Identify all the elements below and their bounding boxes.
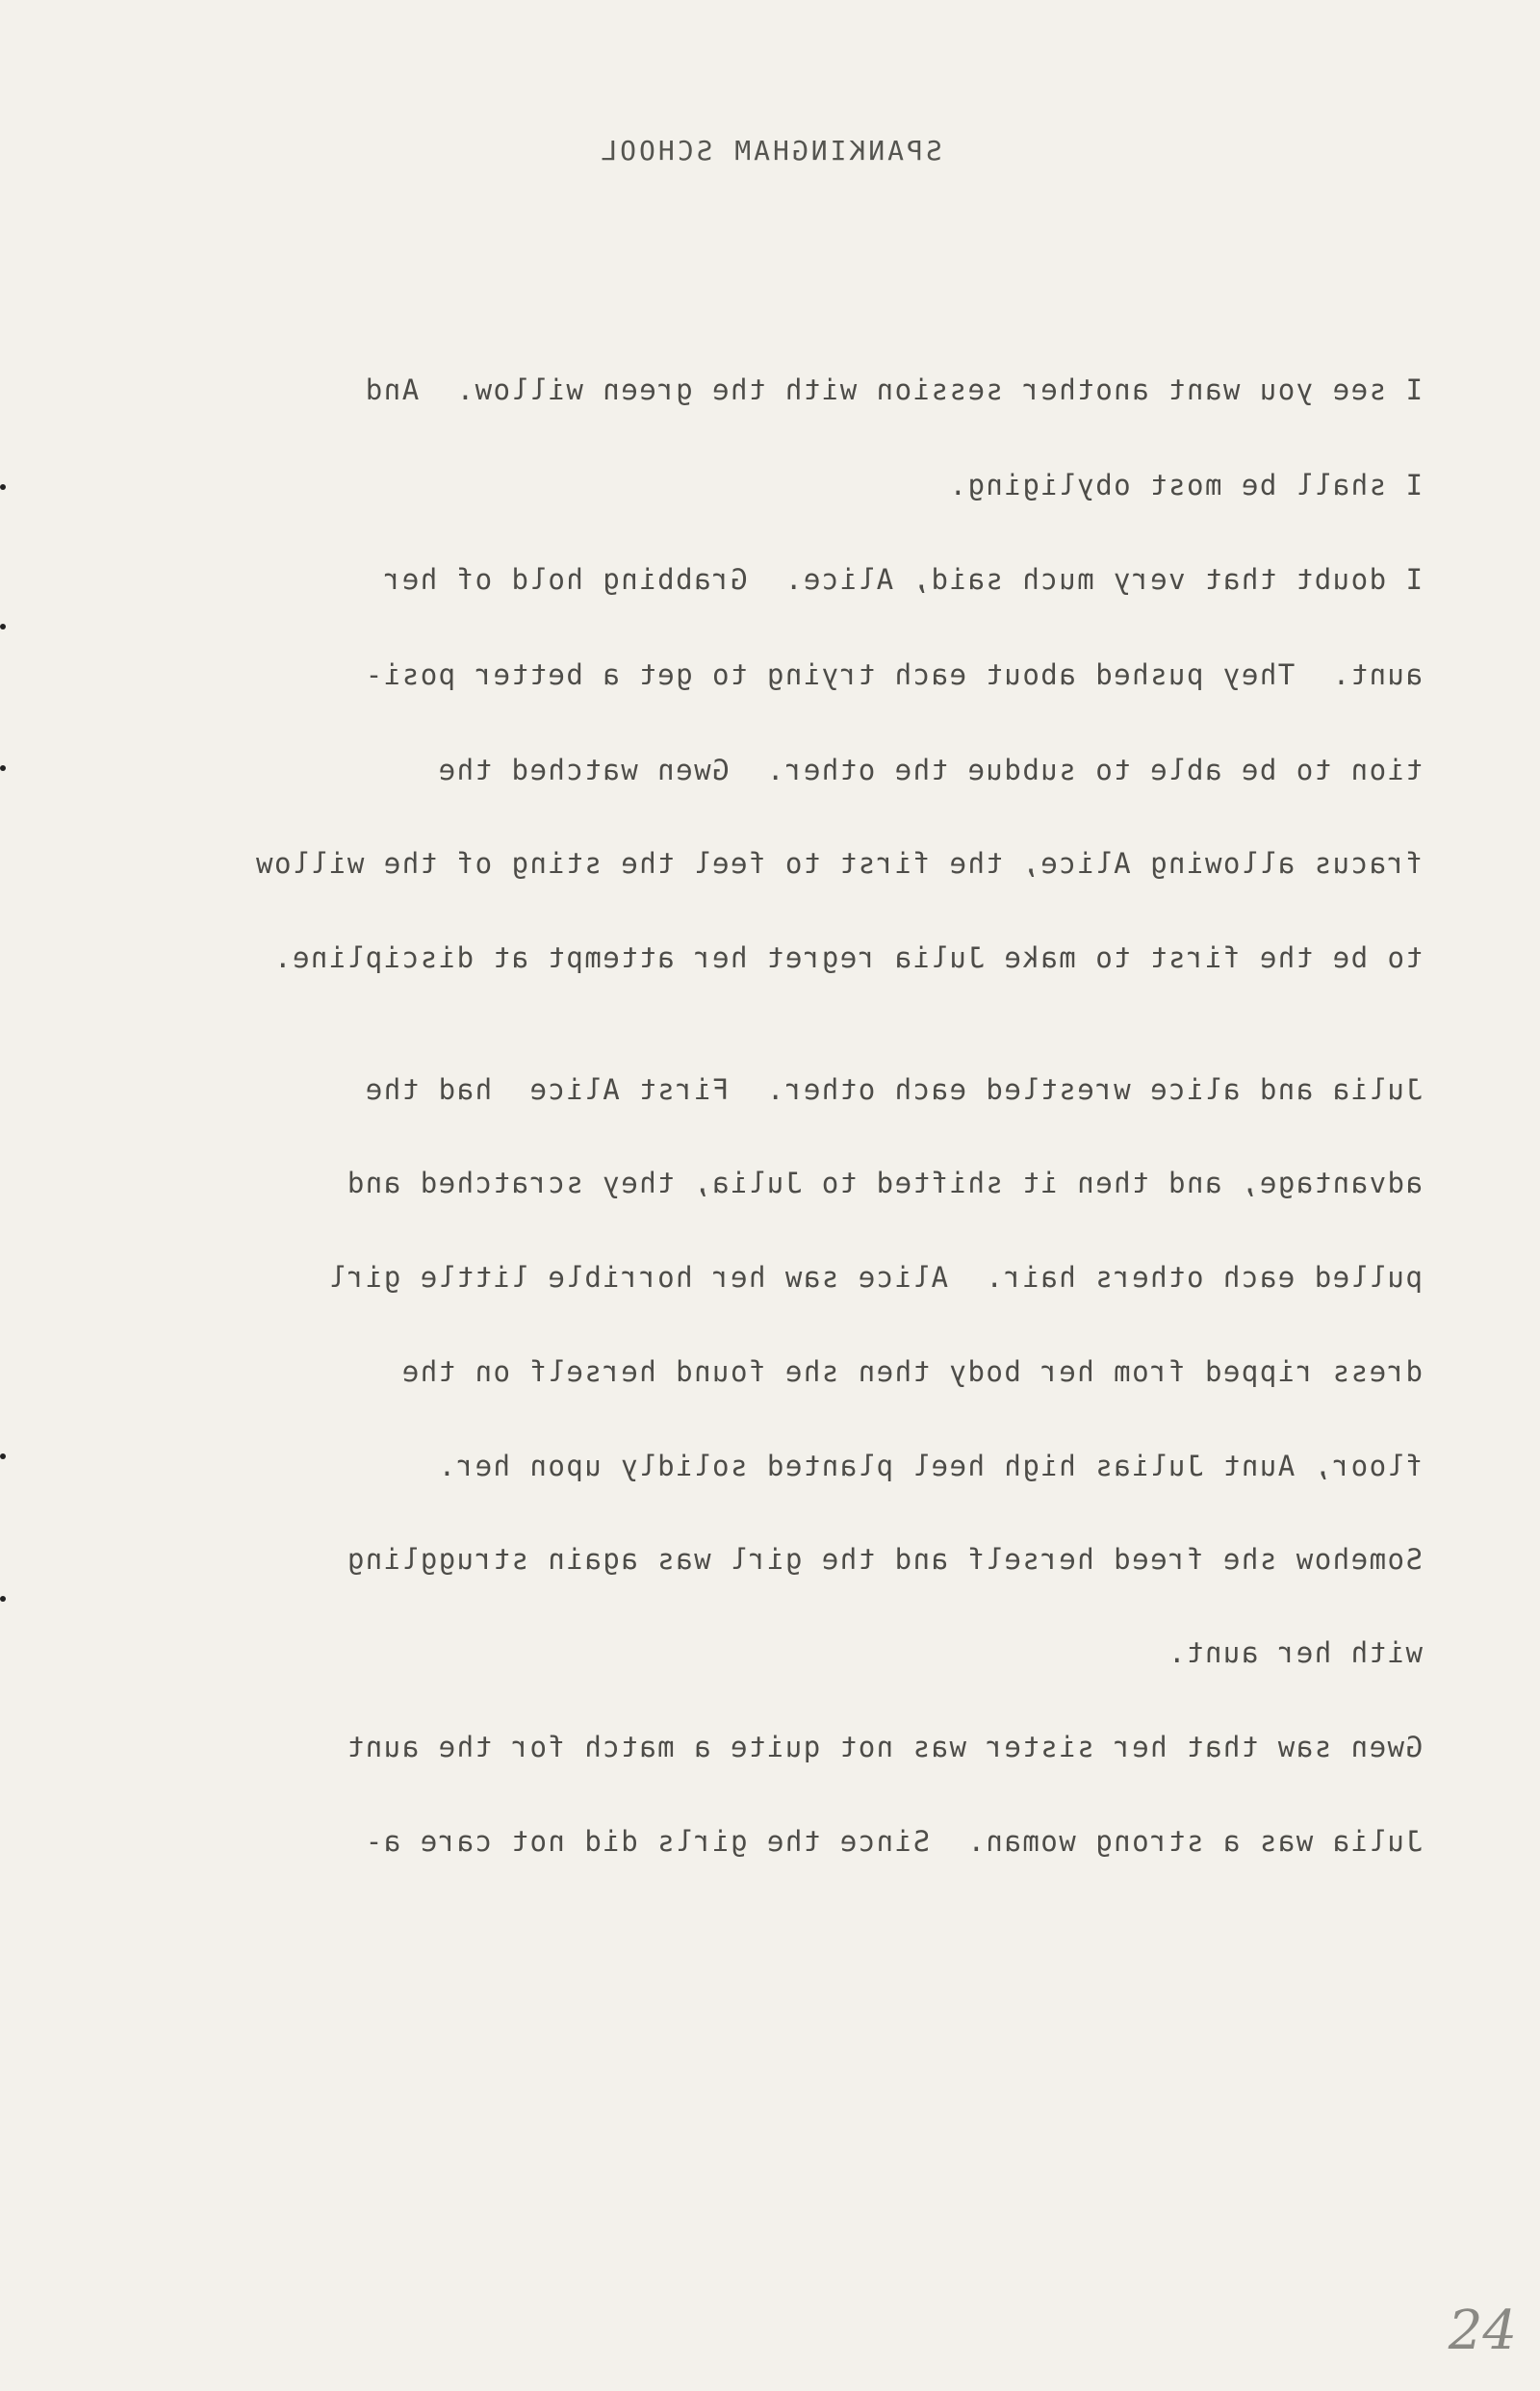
- page-header: SPANKINGHAM SCHOOL: [598, 135, 942, 167]
- text-line: I doubt that very much said, Alice. Grabbing hold of her: [382, 563, 1423, 596]
- text-line: to be the first to make Julia regret her attempt at discipline.: [272, 941, 1423, 974]
- text-line: Julia and alice wrestled each other. First Alice had the: [364, 1073, 1423, 1106]
- binding-hole-mark: [0, 765, 6, 771]
- page-number: 24: [1448, 2300, 1517, 2362]
- text-line: advantage, and then it shifted to Julia, they scratched and: [346, 1167, 1423, 1199]
- text-line: with her aunt.: [1167, 1636, 1423, 1669]
- text-line: floor, Aunt Julias high heel planted solidly upon her.: [437, 1450, 1423, 1482]
- text-line: tion to be able to subdue the other. Gwen watched the: [437, 754, 1423, 786]
- text-line: Julia was a strong woman. Since the girls did not care a-: [364, 1825, 1423, 1858]
- text-line: I shall be most obyliging.: [948, 469, 1423, 501]
- text-line: dress ripped from her body then she found herself on the: [400, 1355, 1423, 1388]
- text-line: fracus allowing Alice, the first to feel the sting of the willow: [254, 847, 1423, 880]
- text-line: Gwen saw that her sister was not quite a match for the aunt: [346, 1731, 1423, 1763]
- text-line: pulled each others hair. Alice saw her horrible little girl: [327, 1261, 1423, 1294]
- binding-hole-mark: [0, 1453, 6, 1459]
- binding-hole-mark: [0, 1596, 6, 1602]
- binding-hole-mark: [0, 484, 6, 490]
- binding-hole-mark: [0, 624, 6, 630]
- text-line: aunt. They pushed about each trying to get a better posi-: [364, 658, 1423, 691]
- text-line: I see you want another session with the green willow. And: [364, 373, 1423, 406]
- text-line: Somehow she freed herself and the girl was again struggling: [346, 1543, 1423, 1576]
